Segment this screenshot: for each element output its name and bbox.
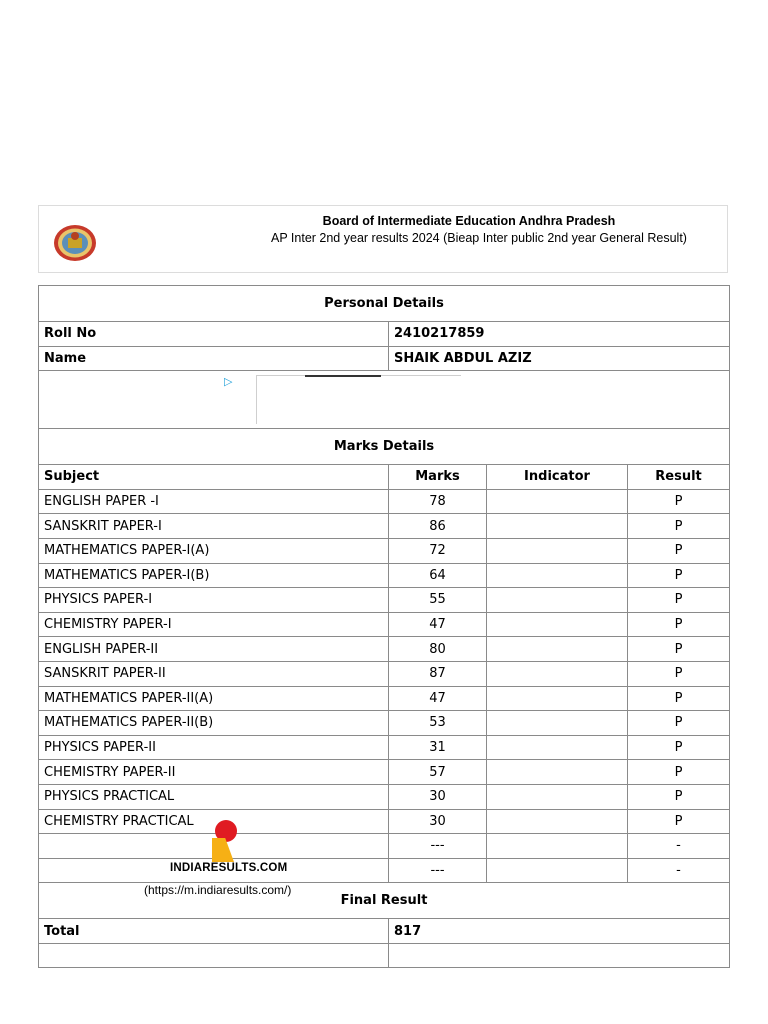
table-row xyxy=(39,735,730,760)
subject-cell: PHYSICS PRACTICAL xyxy=(39,784,389,809)
indicator-cell xyxy=(487,809,628,834)
marks-cell: 47 xyxy=(389,686,487,711)
roll-no-row xyxy=(39,322,730,347)
subject-cell: CHEMISTRY PAPER-I xyxy=(39,612,389,637)
indicator-cell xyxy=(487,489,628,514)
marks-cell: 80 xyxy=(389,637,487,662)
subject-cell: PHYSICS PAPER-I xyxy=(39,588,389,613)
marks-cell: 47 xyxy=(389,612,487,637)
indicator-cell xyxy=(487,514,628,539)
subject-cell: SANSKRIT PAPER-II xyxy=(39,661,389,686)
result-cell: P xyxy=(628,809,730,834)
subject-cell: CHEMISTRY PRACTICAL xyxy=(39,809,389,834)
column-header-subject: Subject xyxy=(39,465,389,490)
result-cell: P xyxy=(628,637,730,662)
subject-cell: ENGLISH PAPER -I xyxy=(39,489,389,514)
table-row xyxy=(39,637,730,662)
table-row xyxy=(39,784,730,809)
result-cell: P xyxy=(628,563,730,588)
board-title: Board of Intermediate Education Andhra Pradesh xyxy=(322,214,616,228)
header-box xyxy=(38,205,728,273)
result-cell: P xyxy=(628,735,730,760)
name-label: Name xyxy=(39,346,389,371)
marks-details-title: Marks Details xyxy=(39,429,730,465)
indicator-cell xyxy=(487,661,628,686)
table-row xyxy=(39,711,730,736)
table-row xyxy=(39,760,730,785)
result-cell: P xyxy=(628,760,730,785)
result-cell: - xyxy=(628,834,730,859)
roll-no-label: Roll No xyxy=(39,322,389,347)
indicator-cell xyxy=(487,834,628,859)
marks-cell: 31 xyxy=(389,735,487,760)
result-cell: - xyxy=(628,858,730,883)
marks-cell: 72 xyxy=(389,538,487,563)
table-row xyxy=(39,588,730,613)
result-cell: P xyxy=(628,711,730,736)
result-cell: P xyxy=(628,489,730,514)
marks-details-header-row xyxy=(39,429,730,465)
indicator-cell xyxy=(487,735,628,760)
result-subtitle: AP Inter 2nd year results 2024 (Bieap Inter public 2nd year General Result) xyxy=(271,231,687,245)
marks-cell: 30 xyxy=(389,809,487,834)
total-row xyxy=(39,919,730,944)
indicator-cell xyxy=(487,612,628,637)
marks-cell: 78 xyxy=(389,489,487,514)
result-cell: P xyxy=(628,612,730,637)
indicator-cell xyxy=(487,588,628,613)
watermark-logo-text: INDIARESULTS.COM xyxy=(170,862,288,874)
marks-cell: 30 xyxy=(389,784,487,809)
table-row xyxy=(39,538,730,563)
ad-slot[interactable] xyxy=(39,371,730,429)
indicator-cell xyxy=(487,784,628,809)
indicator-cell xyxy=(487,711,628,736)
ad-row xyxy=(39,371,730,429)
trailing-cell xyxy=(39,943,389,968)
ad-choices-icon[interactable]: ▷ xyxy=(224,375,233,389)
name-value: SHAIK ABDUL AZIZ xyxy=(389,346,730,371)
indiaresults-watermark xyxy=(140,820,330,900)
indicator-cell xyxy=(487,538,628,563)
marks-cell: 64 xyxy=(389,563,487,588)
table-row xyxy=(39,514,730,539)
watermark-pin-tail-icon xyxy=(212,838,234,862)
marks-column-headers xyxy=(39,465,730,490)
column-header-marks: Marks xyxy=(389,465,487,490)
table-row xyxy=(39,661,730,686)
marks-cell: 53 xyxy=(389,711,487,736)
subject-cell: MATHEMATICS PAPER-II(A) xyxy=(39,686,389,711)
indicator-cell xyxy=(487,686,628,711)
subject-cell: MATHEMATICS PAPER-II(B) xyxy=(39,711,389,736)
subject-cell: PHYSICS PAPER-II xyxy=(39,735,389,760)
table-row xyxy=(39,686,730,711)
watermark-url: (https://m.indiaresults.com/) xyxy=(144,883,292,897)
trailing-row xyxy=(39,943,730,968)
marks-cell: 55 xyxy=(389,588,487,613)
column-header-indicator: Indicator xyxy=(487,465,628,490)
result-cell: P xyxy=(628,784,730,809)
table-row xyxy=(39,489,730,514)
marks-cell: 86 xyxy=(389,514,487,539)
result-cell: P xyxy=(628,686,730,711)
personal-details-header-row xyxy=(39,286,730,322)
column-header-result: Result xyxy=(628,465,730,490)
total-label: Total xyxy=(39,919,389,944)
marks-cell: --- xyxy=(389,858,487,883)
ad-frame[interactable] xyxy=(256,375,461,424)
table-row xyxy=(39,563,730,588)
subject-cell: ENGLISH PAPER-II xyxy=(39,637,389,662)
subject-cell: CHEMISTRY PAPER-II xyxy=(39,760,389,785)
marks-cell: 57 xyxy=(389,760,487,785)
personal-details-title: Personal Details xyxy=(39,286,730,322)
marks-cell: --- xyxy=(389,834,487,859)
trailing-cell xyxy=(389,943,730,968)
subject-cell: MATHEMATICS PAPER-I(A) xyxy=(39,538,389,563)
indicator-cell xyxy=(487,760,628,785)
subject-cell: SANSKRIT PAPER-I xyxy=(39,514,389,539)
total-value: 817 xyxy=(389,919,730,944)
indicator-cell xyxy=(487,637,628,662)
marks-cell: 87 xyxy=(389,661,487,686)
indicator-cell xyxy=(487,563,628,588)
result-cell: P xyxy=(628,514,730,539)
name-row xyxy=(39,346,730,371)
result-cell: P xyxy=(628,538,730,563)
subject-cell: MATHEMATICS PAPER-I(B) xyxy=(39,563,389,588)
indicator-cell xyxy=(487,858,628,883)
result-cell: P xyxy=(628,588,730,613)
roll-no-value: 2410217859 xyxy=(389,322,730,347)
result-cell: P xyxy=(628,661,730,686)
final-result-title: Final Result xyxy=(39,883,730,919)
table-row xyxy=(39,612,730,637)
